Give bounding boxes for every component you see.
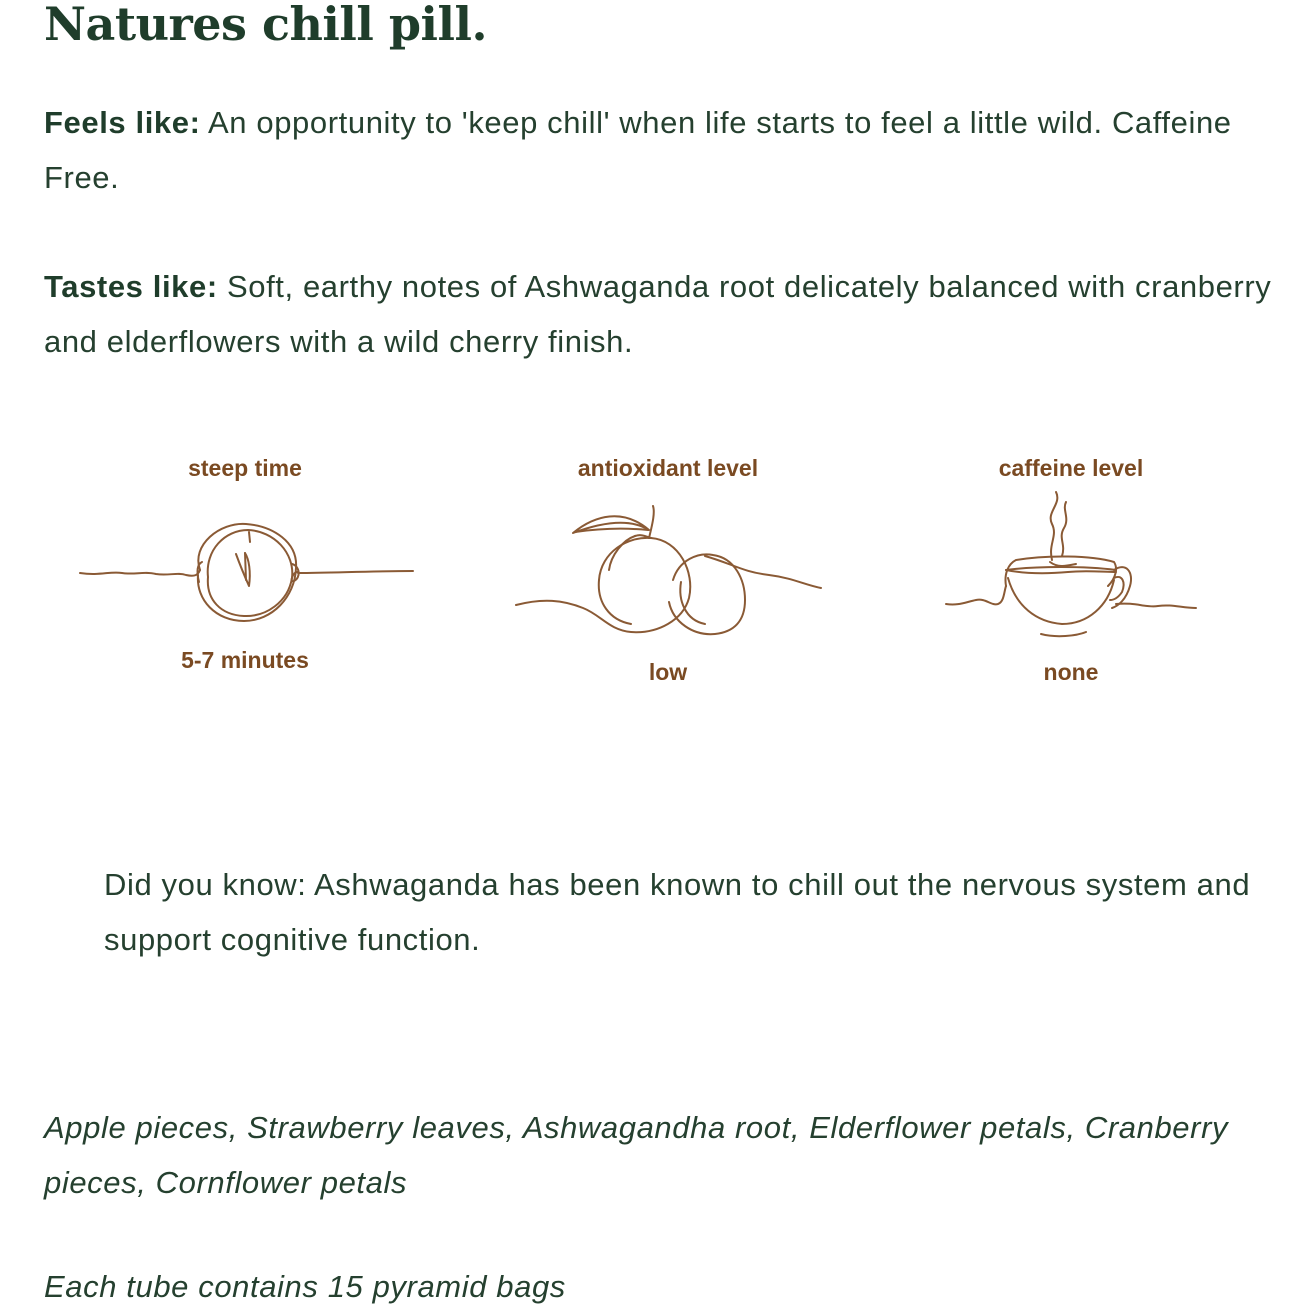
tube-contents: Each tube contains 15 pyramid bags xyxy=(44,1269,566,1304)
caffeine-level-title: caffeine level xyxy=(998,455,1144,481)
fruit-icon xyxy=(483,500,853,640)
product-heading: Natures chill pill. xyxy=(44,0,487,51)
caffeine-level-info xyxy=(886,450,1256,690)
antioxidant-level-info xyxy=(483,450,853,690)
antioxidant-level-value: low xyxy=(648,659,688,685)
clock-icon xyxy=(60,520,430,650)
ingredients-list: Apple pieces, Strawberry leaves, Ashwagandha root, Elderflower petals, Cranberry pieces, Cornflower petals xyxy=(44,1110,1229,1200)
tastes-like-paragraph xyxy=(44,259,1284,369)
feels-like-text: An opportunity to 'keep chill' when life starts to feel a little wild. Caffeine Free. xyxy=(44,105,1232,195)
teacup-icon xyxy=(886,482,1256,642)
tastes-like-text: Soft, earthy notes of Ashwaganda root delicately balanced with cranberry and elderflowers with a wild cherry finish. xyxy=(44,269,1272,359)
feels-like-label: Feels like: xyxy=(44,105,201,140)
caffeine-level-value: none xyxy=(1043,659,1099,685)
feels-like-paragraph xyxy=(44,95,1284,205)
did-you-know-text: Did you know: Ashwaganda has been known to chill out the nervous system and support cognitive function. xyxy=(104,867,1251,957)
tastes-like-label: Tastes like: xyxy=(44,269,218,304)
steep-time-info xyxy=(60,450,430,680)
antioxidant-level-title: antioxidant level xyxy=(577,455,759,481)
steep-time-title: steep time xyxy=(188,455,302,481)
steep-time-value: 5-7 minutes xyxy=(181,647,309,673)
